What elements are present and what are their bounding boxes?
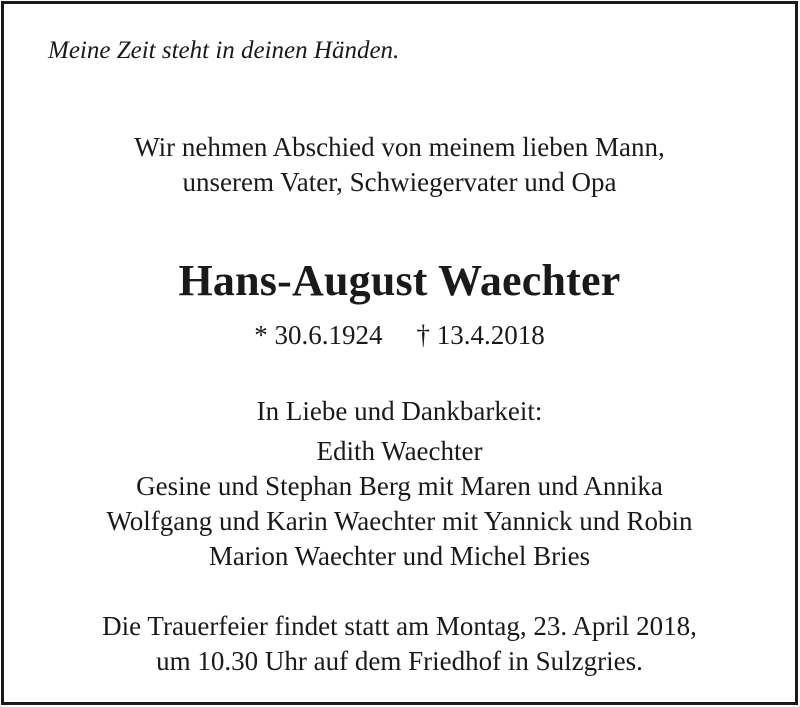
birth-date: * 30.6.1924 — [254, 320, 383, 350]
mourner-line: Gesine und Stephan Berg mit Maren und Annika — [136, 471, 663, 501]
mourner-line: Marion Waechter und Michel Bries — [208, 541, 591, 571]
mourners-heading: In Liebe und Dankbarkeit: — [256, 396, 543, 426]
funeral-line: um 10.30 Uhr auf dem Friedhof in Sulzgries. — [156, 646, 643, 676]
mourner-line: Wolfgang und Karin Waechter mit Yannick und Robin — [106, 506, 693, 536]
intro-line: Wir nehmen Abschied von meinem lieben Mann, — [134, 132, 665, 162]
death-date: † 13.4.2018 — [416, 320, 545, 350]
funeral-info — [4, 609, 795, 679]
intro-line: unserem Vater, Schwiegervater und Opa — [182, 167, 617, 197]
mourner-line: Edith Waechter — [316, 436, 483, 466]
mourners-block — [4, 394, 795, 574]
motto: Meine Zeit steht in deinen Händen. — [48, 37, 400, 64]
life-dates — [4, 318, 795, 353]
funeral-line: Die Trauerfeier findet statt am Montag, 23. April 2018, — [102, 611, 697, 641]
obituary-notice — [1, 1, 798, 705]
intro-text — [4, 130, 795, 200]
deceased-name: Hans-August Waechter — [178, 256, 621, 305]
